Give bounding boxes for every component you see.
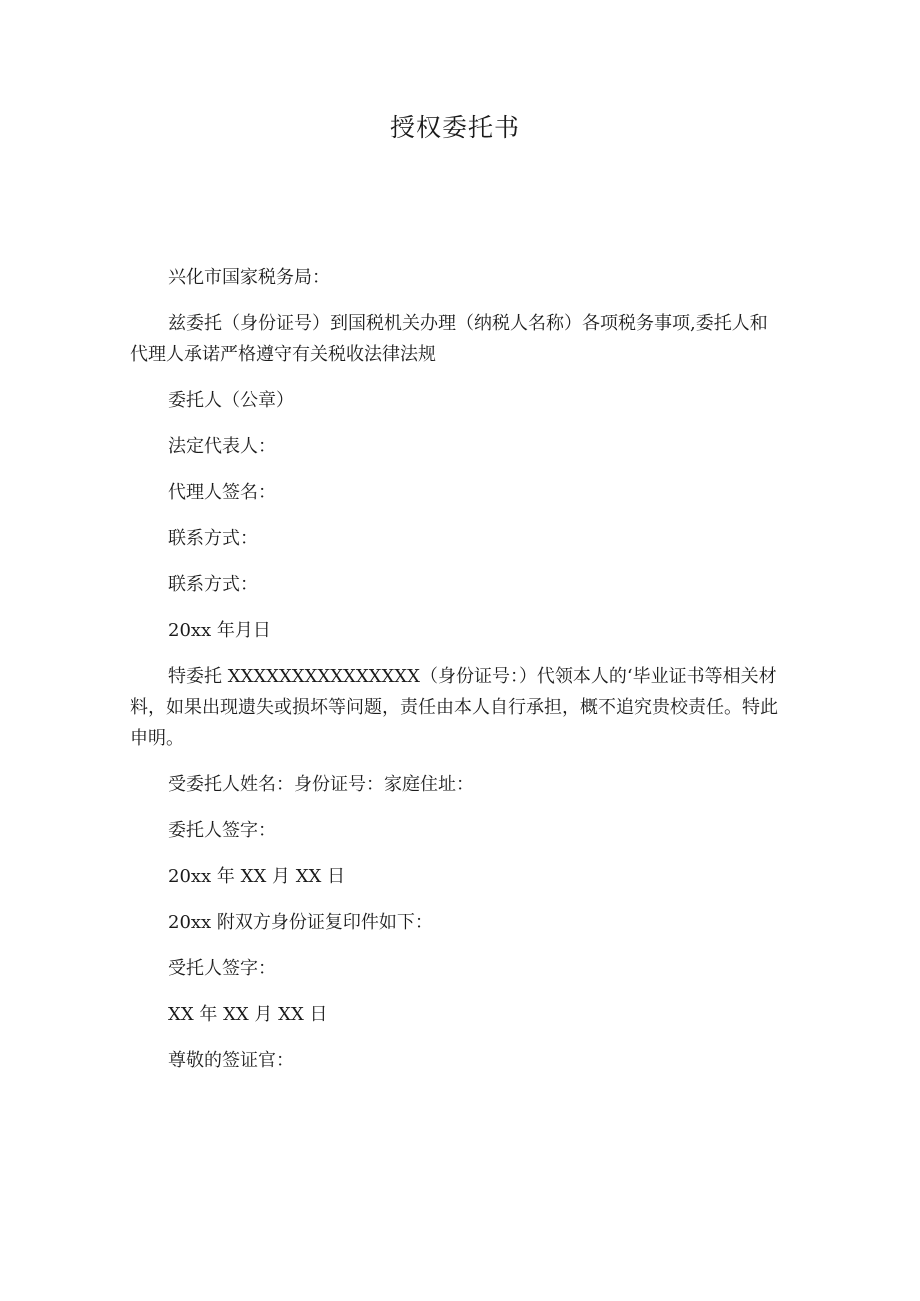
paragraph-diploma-entrustment: 特委托 XXXXXXXXXXXXXXX（身份证号：）代领本人的‘毕业证书等相关材料，如果出现遗失或损坏等问题，责任由本人自行承担，概不追究贵校责任。特此申明。 <box>130 666 778 749</box>
paragraph-date-2: 20xx 年 XX 月 XX 日 <box>168 866 346 887</box>
paragraph-visa-officer: 尊敬的签证官： <box>168 1050 294 1071</box>
paragraph-trustee-info: 受委托人姓名：身份证号：家庭住址： <box>168 774 474 795</box>
document-title: 授权委托书 <box>389 113 520 142</box>
document-body <box>130 262 780 1091</box>
paragraph-principal-seal: 委托人（公章） <box>168 390 294 411</box>
paragraph-id-copies: 20xx 附双方身份证复印件如下： <box>168 912 433 933</box>
paragraph-addressee: 兴化市国家税务局： <box>168 267 330 288</box>
paragraph-date-3: XX 年 XX 月 XX 日 <box>168 1004 328 1025</box>
paragraph-trustee-signature: 受托人签字： <box>168 958 276 979</box>
paragraph-contact-1: 联系方式： <box>168 528 258 549</box>
paragraph-entrustment-statement: 兹委托（身份证号）到国税机关办理（纳税人名称）各项税务事项,委托人和代理人承诺严格遵守有关税收法律法规 <box>130 313 768 365</box>
paragraph-legal-representative: 法定代表人： <box>168 436 276 457</box>
paragraph-contact-2: 联系方式： <box>168 574 258 595</box>
paragraph-principal-signature: 委托人签字： <box>168 820 276 841</box>
paragraph-agent-signature: 代理人签名： <box>168 482 276 503</box>
paragraph-date-1: 20xx 年月日 <box>168 620 271 641</box>
